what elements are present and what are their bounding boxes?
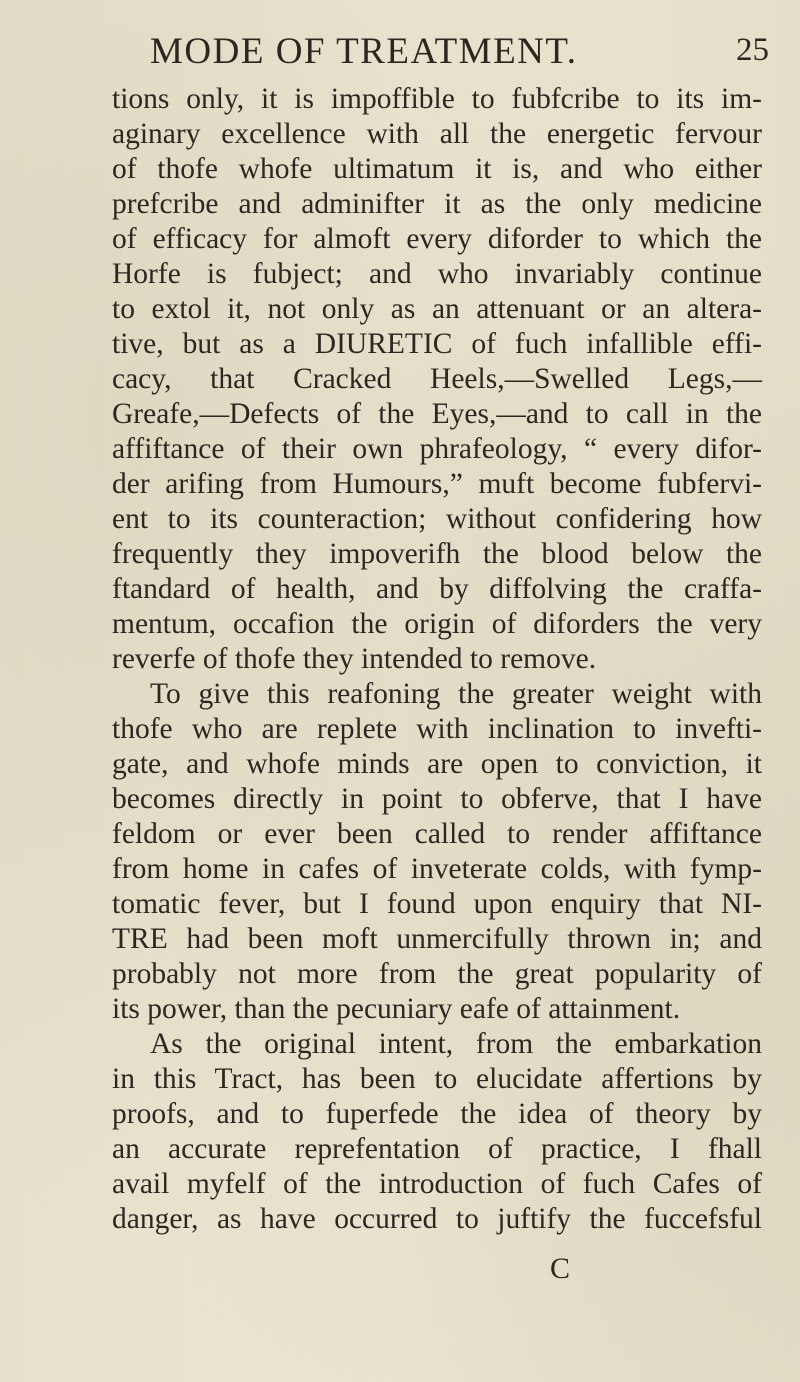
text-line: probably not more from the great popularity of — [112, 958, 762, 990]
running-title: MODE OF TREATMENT. — [150, 31, 578, 72]
text-line: to extol it, not only as an attenuant or an altera- — [112, 293, 762, 325]
text-line: of efficacy for almoft every diforder to which the — [112, 223, 762, 255]
text-line: prefcribe and adminifter it as the only medicine — [112, 188, 762, 220]
text-line: TRE had been moft unmercifully thrown in; and — [112, 923, 762, 955]
text-line: ftandard of health, and by diffolving the craffa- — [112, 573, 762, 605]
text-line: affiftance of their own phrafeology, “ every difor- — [112, 433, 762, 465]
text-line: aginary excellence with all the energetic fervour — [112, 118, 762, 150]
text-line: gate, and whofe minds are open to conviction, it — [112, 748, 762, 780]
text-line: mentum, occafion the origin of diforders the very — [112, 608, 762, 640]
text-line: avail myfelf of the introduction of fuch Cafes of — [112, 1168, 762, 1200]
text-line: ent to its counteraction; without confidering how — [112, 503, 762, 535]
paragraph-start-line: As the original intent, from the embarkation — [150, 1028, 762, 1060]
text-line: danger, as have occurred to juftify the fuccefsful — [112, 1203, 762, 1235]
text-line: proofs, and to fuperfede the idea of theory by — [112, 1098, 762, 1130]
text-line: in this Tract, has been to elucidate affertions by — [112, 1063, 762, 1095]
page-header — [0, 30, 800, 90]
text-line: frequently they impoverifh the blood below the — [112, 538, 762, 570]
paragraph-end-line: its power, than the pecuniary eafe of attainment. — [112, 993, 681, 1025]
text-line: becomes directly in point to obferve, that I have — [112, 783, 762, 815]
paragraph-end-line: reverfe of thofe they intended to remove. — [112, 643, 597, 675]
text-line: Greafe,—Defects of the Eyes,—and to call in the — [112, 398, 762, 430]
page-number: 25 — [736, 32, 769, 68]
text-line: of thofe whofe ultimatum it is, and who either — [112, 153, 762, 185]
text-line: thofe who are replete with inclination to invefti- — [112, 713, 762, 745]
text-line: from home in cafes of inveterate colds, with fymp- — [112, 853, 762, 885]
text-line: der arifing from Humours,” muft become fubfervi- — [112, 468, 762, 500]
text-line: tions only, it is impoffible to fubfcribe to its im- — [112, 83, 762, 115]
text-line: tomatic fever, but I found upon enquiry that NI- — [112, 888, 762, 920]
body-text — [112, 82, 762, 1237]
text-line: feldom or ever been called to render affiftance — [112, 818, 762, 850]
text-line: tive, but as a DIURETIC of fuch infallible effi- — [112, 328, 762, 360]
text-line: Horfe is fubject; and who invariably continue — [112, 258, 762, 290]
text-line: cacy, that Cracked Heels,—Swelled Legs,— — [112, 363, 762, 395]
paragraph-start-line: To give this reafoning the greater weight with — [150, 678, 762, 710]
text-line: an accurate reprefentation of practice, I fhall — [112, 1133, 762, 1165]
catchword: C — [550, 1252, 571, 1285]
